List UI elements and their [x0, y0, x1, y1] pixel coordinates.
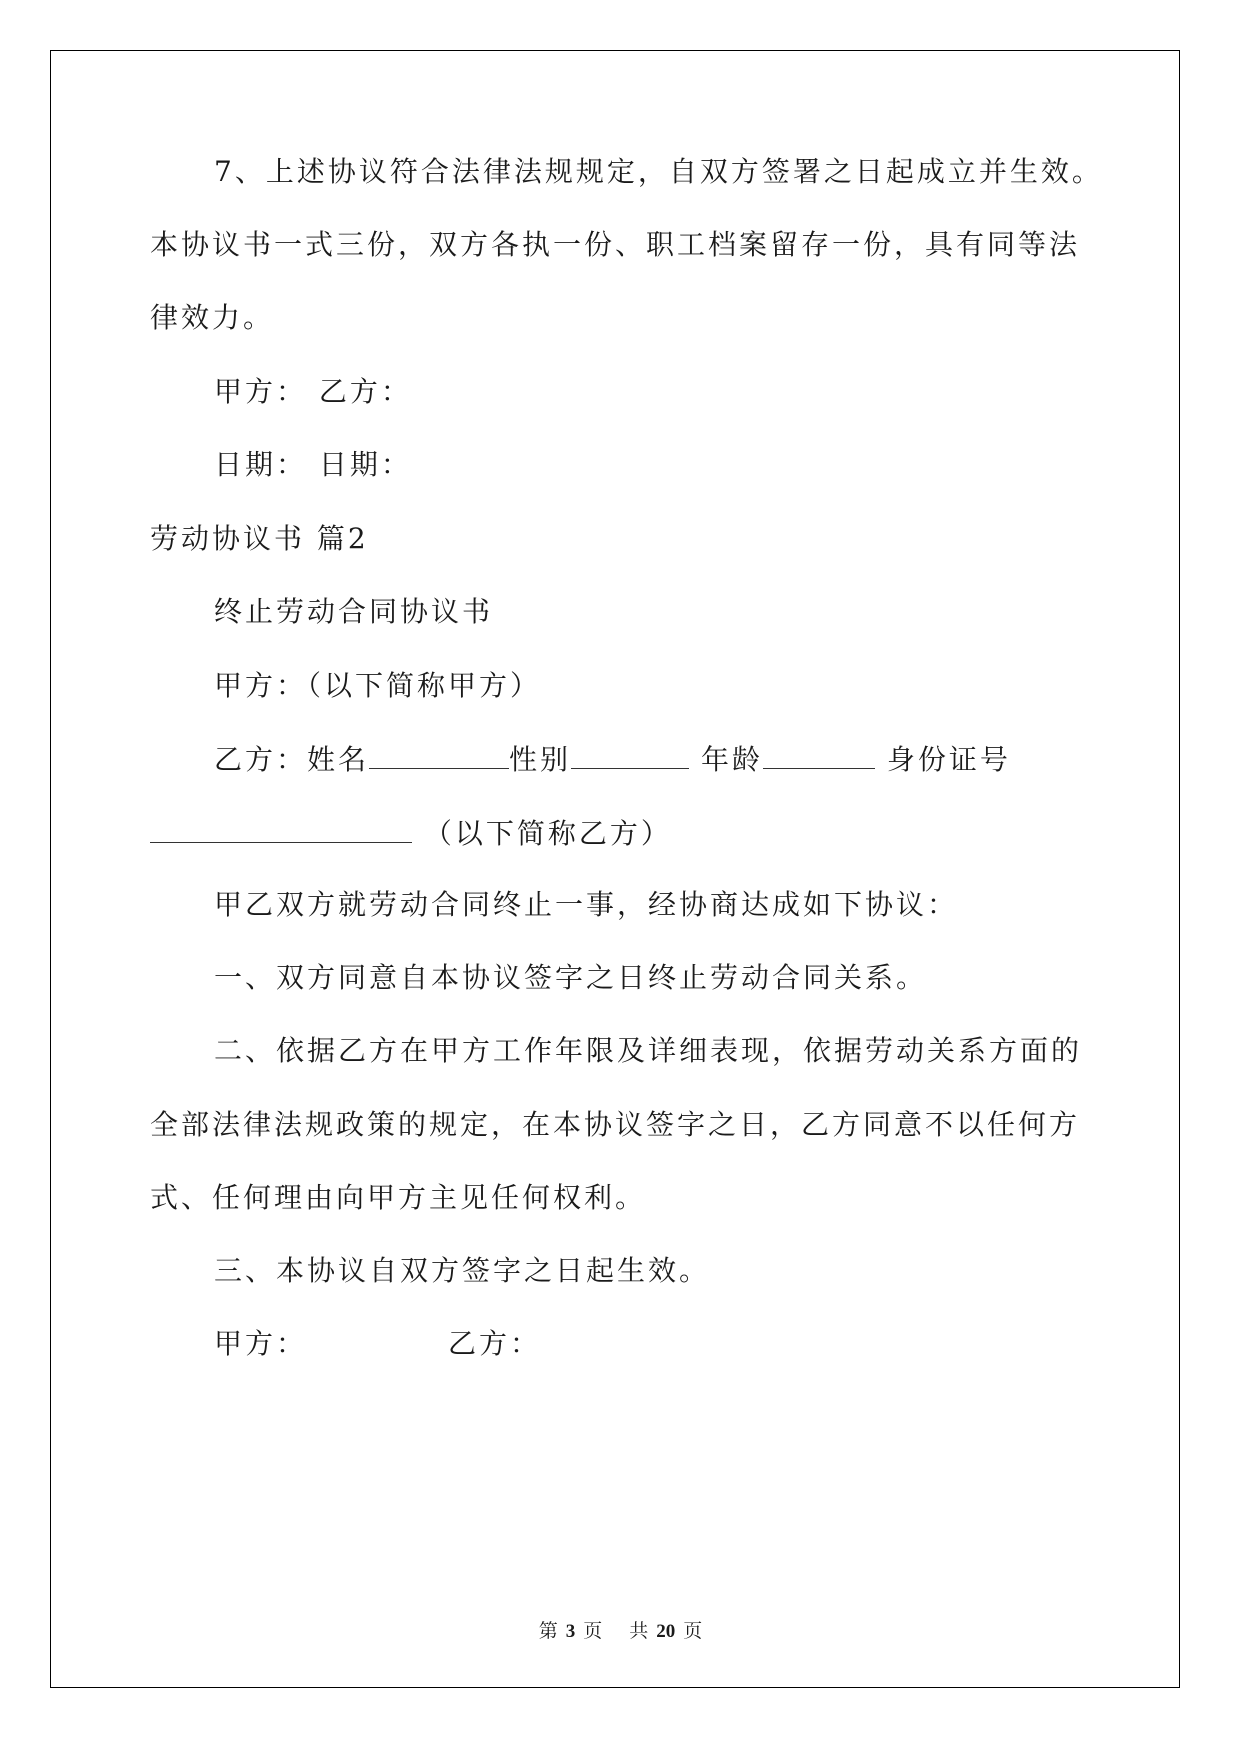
- page-border: [50, 50, 1180, 1688]
- clause-2-line-2: 全部法律法规政策的规定，在本协议签字之日，乙方同意不以任何方: [150, 1108, 1081, 1141]
- party-b-line-2: [150, 812, 672, 854]
- party-b-line: [214, 738, 1011, 780]
- paragraph-7-line-1: 7、上述协议符合法律法规规定，自双方签署之日起成立并生效。: [214, 155, 1103, 188]
- signature-parties: 甲方： 乙方：: [214, 375, 412, 408]
- paragraph-7-line-3: 律效力。: [150, 301, 275, 334]
- signature-party-b: 乙方：: [448, 1327, 542, 1360]
- section-heading: 劳动协议书 篇2: [150, 522, 369, 555]
- paragraph-7-line-2: 本协议书一式三份，双方各执一份、职工档案留存一份，具有同等法: [150, 228, 1081, 261]
- page-footer: [0, 1620, 1241, 1644]
- footer-total-suffix: 页: [683, 1621, 703, 1642]
- footer-page-suffix: 页: [583, 1621, 603, 1642]
- party-b-gender-label: 性别: [509, 743, 572, 776]
- clause-1: 一、双方同意自本协议签字之日终止劳动合同关系。: [214, 961, 928, 994]
- clause-2-line-1: 二、依据乙方在甲方工作年限及详细表现，依据劳动关系方面的: [214, 1034, 1083, 1067]
- party-b-age-label: 年龄: [700, 743, 763, 776]
- clause-2-line-3: 式、任何理由向甲方主见任何权利。: [150, 1181, 647, 1214]
- footer-total-prefix: 共: [629, 1621, 649, 1642]
- footer-prefix: 第: [538, 1621, 558, 1642]
- gender-blank: [571, 738, 689, 769]
- footer-total-pages: 20: [656, 1621, 676, 1642]
- id-number-blank: [150, 812, 412, 843]
- party-b-name-label: 乙方：姓名: [214, 743, 370, 776]
- name-blank: [369, 738, 509, 769]
- signature-dates: 日期： 日期：: [214, 448, 412, 481]
- clause-3: 三、本协议自双方签字之日起生效。: [214, 1254, 711, 1287]
- party-a-line: 甲方：（以下简称甲方）: [214, 669, 542, 702]
- party-b-id-label: 身份证号: [886, 743, 1011, 776]
- intro-paragraph: 甲乙双方就劳动合同终止一事，经协商达成如下协议：: [214, 888, 959, 921]
- document-title: 终止劳动合同协议书: [214, 595, 494, 628]
- signature-party-a: 甲方：: [214, 1327, 308, 1360]
- party-b-suffix: （以下简称乙方）: [423, 817, 672, 850]
- footer-page-number: 3: [565, 1621, 576, 1642]
- age-blank: [763, 738, 875, 769]
